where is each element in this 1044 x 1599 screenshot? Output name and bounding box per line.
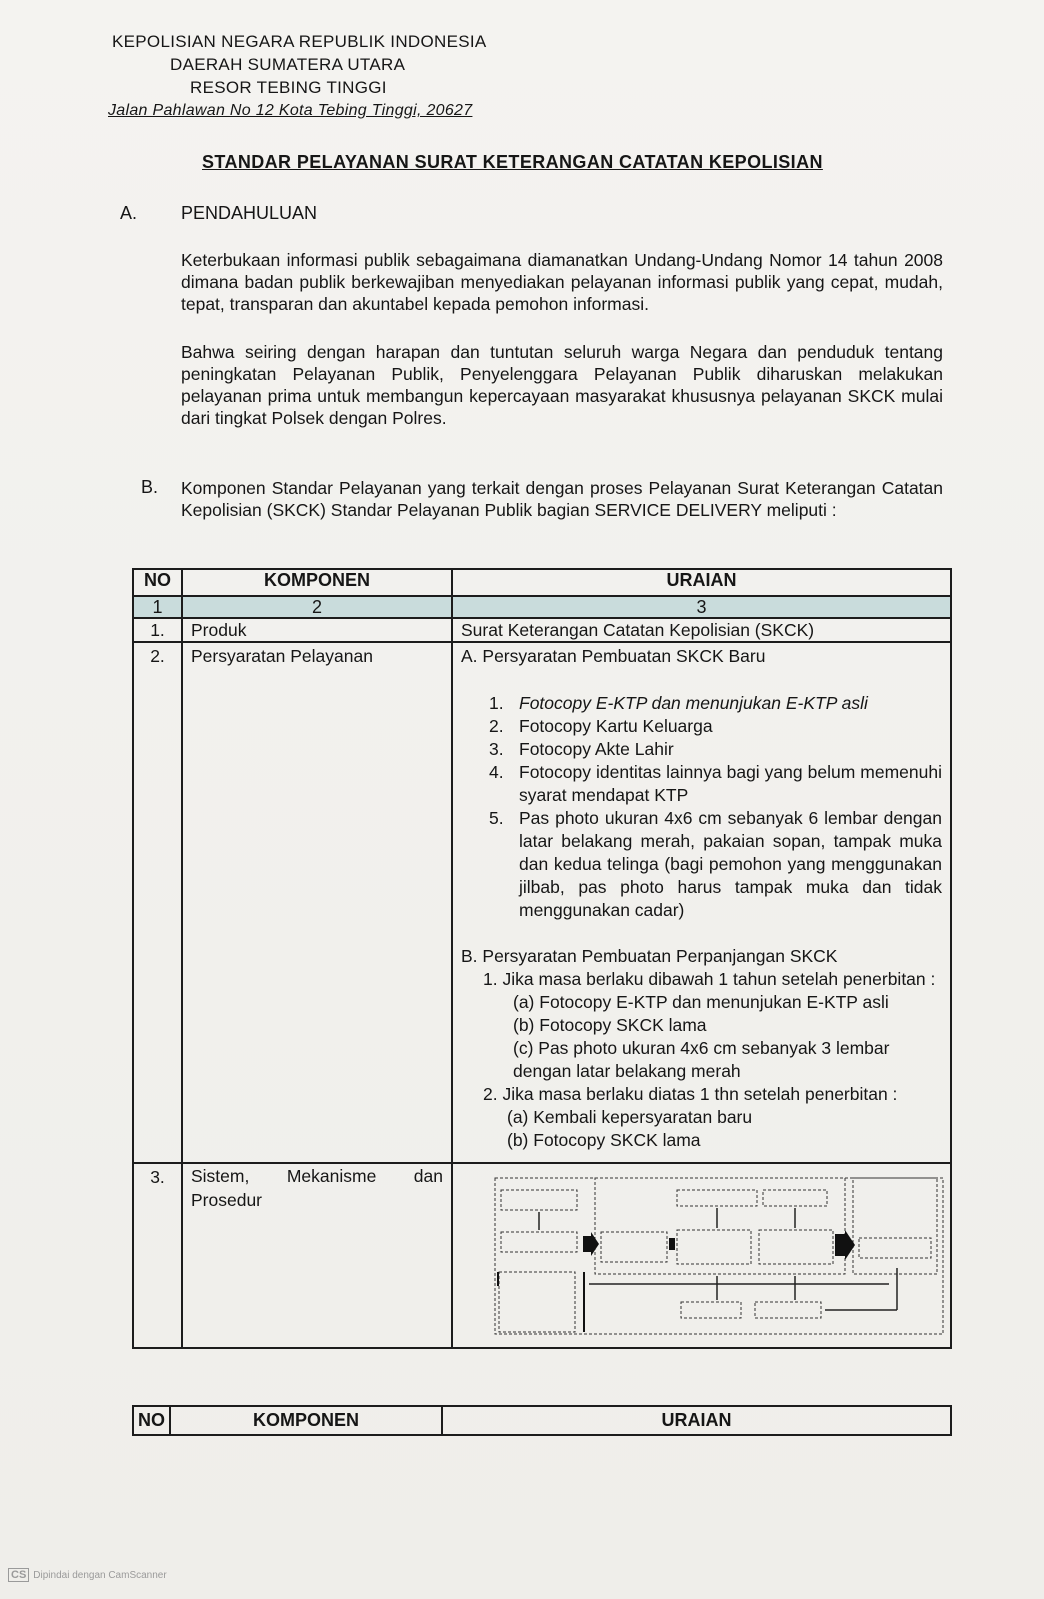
section-b-text: Komponen Standar Pelayanan yang terkait dengan proses Pelayanan Surat Keterangan Catatan Kepolisian (SKCK) Standar Pelayanan Publik bagian SERVICE DELIVERY meliputi : xyxy=(181,478,943,520)
column-number-row xyxy=(133,596,951,618)
requirements-a-list xyxy=(461,692,942,922)
section-a-paragraph-1: Keterbukaan informasi publik sebagaimana diamanatkan Undang-Undang Nomor 14 tahun 2008 dimana badan publik berkewajiban menyediakan pelayanan informasi publik yang cepat, mudah, tepat, transparan dan akuntabel kepada pemohon informasi. xyxy=(181,250,943,314)
service-standard-table xyxy=(132,568,952,1349)
row-1-no: 1. xyxy=(133,618,182,642)
letterhead-address: Jalan Pahlawan No 12 Kota Tebing Tinggi, 20627 xyxy=(108,102,473,119)
row-3-uraian xyxy=(452,1163,951,1348)
list-item: 4. Fotocopy identitas lainnya bagi yang belum memenuhi syarat mendapat KTP xyxy=(489,762,942,805)
column-number-1: 1 xyxy=(133,596,182,618)
letterhead xyxy=(108,30,528,122)
row-2-komponen: Persyaratan Pelayanan xyxy=(182,642,452,1163)
header-komponen: KOMPONEN xyxy=(182,569,452,596)
row-1-uraian: Surat Keterangan Catatan Kepolisian (SKCK) xyxy=(452,618,951,642)
row-2-no: 2. xyxy=(133,642,182,1163)
list-item: (c) Pas photo ukuran 4x6 cm sebanyak 3 lembar dengan latar belakang merah xyxy=(513,1038,890,1081)
section-a-letter: A. xyxy=(120,203,138,223)
section-b-letter: B. xyxy=(141,477,159,497)
letterhead-line-3: RESOR TEBING TINGGI xyxy=(190,78,387,97)
header-no: NO xyxy=(133,569,182,596)
list-item: 1. Fotocopy E-KTP dan menunjukan E-KTP asli xyxy=(489,693,868,713)
section-a-heading: PENDAHULUAN xyxy=(181,203,318,223)
header-uraian: URAIAN xyxy=(442,1406,951,1435)
row-1-komponen: Produk xyxy=(182,618,452,642)
section-a-paragraph-2: Bahwa seiring dengan harapan dan tuntutan seluruh warga Negara dan penduduk tentang peningkatan Pelayanan Publik, Penyelenggara Pelayanan Publik diharuskan melakukan pelayanan prima untuk membangun kepercayaan masyarakat khususnya pelayanan SKCK mulai dari tingkat Polsek dengan Polres. xyxy=(181,342,943,428)
table-header-row xyxy=(133,1406,951,1435)
column-number-3: 3 xyxy=(452,596,951,618)
requirements-b1-list xyxy=(461,991,942,1083)
column-number-2: 2 xyxy=(182,596,452,618)
requirements-b2-list xyxy=(461,1106,942,1152)
list-item: (a) Kembali kepersyaratan baru xyxy=(507,1107,753,1127)
watermark-text: Dipindai dengan CamScanner xyxy=(33,1570,167,1581)
header-no: NO xyxy=(133,1406,170,1435)
list-item: (b) Fotocopy SKCK lama xyxy=(513,1015,707,1035)
table-continuation-header xyxy=(132,1405,952,1436)
header-komponen: KOMPONEN xyxy=(170,1406,442,1435)
row-2-uraian xyxy=(452,642,951,1163)
letterhead-line-2: DAERAH SUMATERA UTARA xyxy=(170,55,406,74)
requirements-a-title: A. Persyaratan Pembuatan SKCK Baru xyxy=(461,646,766,666)
requirements-b-title: B. Persyaratan Pembuatan Perpanjangan SKCK xyxy=(461,946,838,966)
procedure-flowchart xyxy=(489,1172,949,1342)
camscanner-icon: CS xyxy=(8,1568,29,1582)
table-header-row xyxy=(133,569,951,596)
list-item: (b) Fotocopy SKCK lama xyxy=(507,1130,701,1150)
table-row xyxy=(133,618,951,642)
list-item: 2. Fotocopy Kartu Keluarga xyxy=(489,716,713,736)
row-3-no: 3. xyxy=(133,1163,182,1348)
scanner-watermark xyxy=(8,1568,167,1582)
table-row xyxy=(133,642,951,1163)
requirements-b2: 2. Jika masa berlaku diatas 1 thn setelah penerbitan : xyxy=(483,1084,898,1104)
header-uraian: URAIAN xyxy=(452,569,951,596)
letterhead-line-1: KEPOLISIAN NEGARA REPUBLIK INDONESIA xyxy=(112,32,487,51)
requirements-b1: 1. Jika masa berlaku dibawah 1 tahun setelah penerbitan : xyxy=(483,969,936,989)
table-row xyxy=(133,1163,951,1348)
list-item: 5. Pas photo ukuran 4x6 cm sebanyak 6 lembar dengan latar belakang merah, pakaian sopan, tampak muka dan kedua telinga (bagi pemohon yang menggunakan jilbab, pas photo harus tampak muka dan tidak menggunakan cadar) xyxy=(489,808,942,920)
document-title: STANDAR PELAYANAN SURAT KETERANGAN CATATAN KEPOLISIAN xyxy=(202,152,823,172)
list-item: (a) Fotocopy E-KTP dan menunjukan E-KTP asli xyxy=(513,992,889,1012)
row-3-komponen: Sistem, Mekanisme dan Prosedur xyxy=(182,1163,452,1348)
list-item: 3. Fotocopy Akte Lahir xyxy=(489,739,674,759)
